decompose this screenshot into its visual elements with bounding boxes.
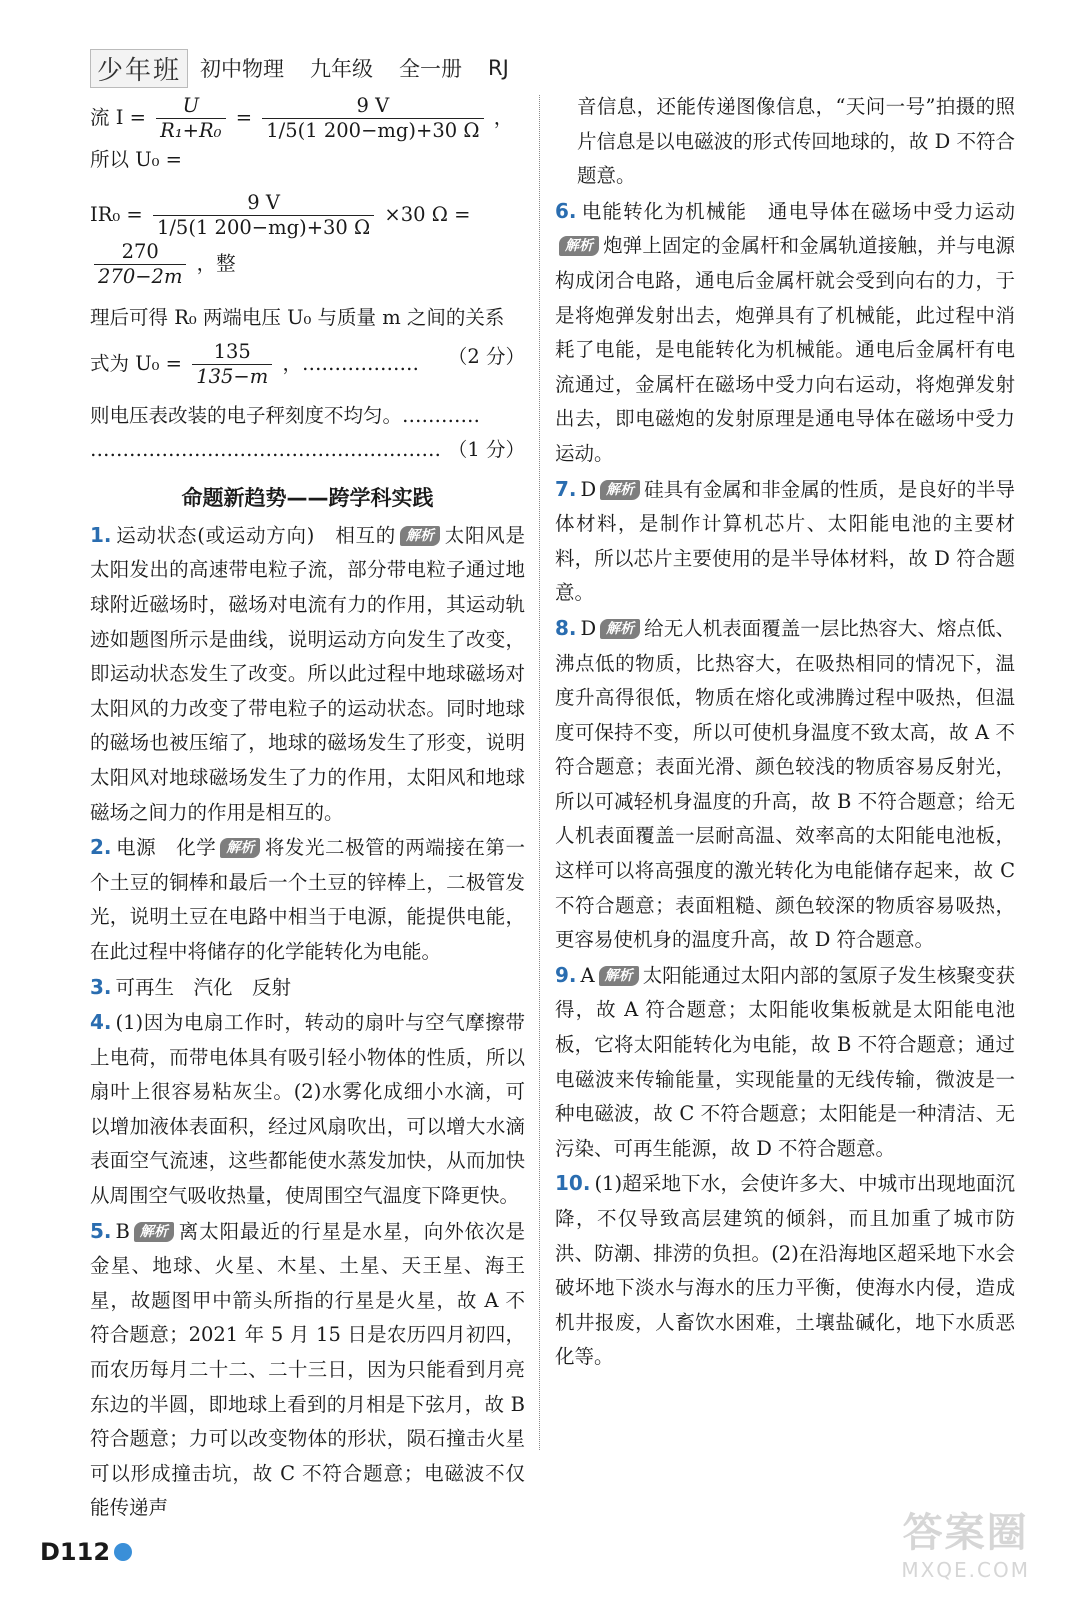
fraction-denominator: 270−2m: [98, 265, 183, 288]
fraction: [156, 94, 225, 143]
fraction-numerator: 9 V: [153, 191, 374, 216]
answer-text: A: [580, 963, 595, 987]
fraction: [153, 191, 374, 240]
analysis-badge: 解析: [600, 480, 640, 500]
answer-item: [90, 1005, 525, 1214]
fraction-numerator: U: [156, 94, 225, 119]
score-label: （2 分）: [447, 344, 525, 368]
subject-label: 初中物理: [200, 57, 285, 81]
analysis-badge: 解析: [599, 966, 639, 986]
score-label: （1 分）: [447, 438, 525, 462]
answer-item: [90, 518, 525, 830]
page-number: D112: [40, 1538, 111, 1566]
item-number: 9.: [555, 962, 577, 987]
analysis-badge: 解析: [559, 236, 599, 256]
analysis-text: 将发光二极管的两端接在第一个土豆的铜棒和最后一个土豆的锌棒上，二极管发光，说明土豆在电路中相当于电源，能提供电能，在此过程中将储存的化学能转化为电能。: [90, 836, 525, 963]
item-number: 4.: [90, 1010, 112, 1035]
fraction: [94, 240, 186, 289]
answer-item: [90, 1214, 525, 1526]
analysis-text: (1)因为电扇工作时，转动的扇叶与空气摩擦带上电荷，而带电体具有吸引轻小物体的性质，所以扇叶上很容易粘灰尘。(2)水雾化成细小水滴，可以增加液体表面积，经过风扇吹出，可以增大水滴表面空气流速，这些都能使水蒸发加快，从而加快从周围空气吸收热量，使周围空气温度下降更快。: [90, 1011, 525, 1208]
watermark-logo: [901, 1501, 1030, 1582]
fraction-numerator: 9 V: [262, 94, 483, 119]
right-column: [555, 90, 1015, 1375]
formula-text: ×30 Ω =: [384, 203, 471, 226]
section-title: 命题新趋势——跨学科实践: [181, 485, 434, 510]
item-number: 2.: [90, 835, 112, 860]
analysis-badge: 解析: [220, 838, 260, 858]
edition-label: RJ: [488, 56, 509, 80]
grade-label: 九年级: [310, 57, 374, 81]
answer-item: [555, 958, 1015, 1167]
fraction-numerator: 135: [192, 340, 272, 365]
analysis-badge: 解析: [400, 526, 440, 546]
formula-text: ，………………: [282, 351, 419, 375]
watermark-url: MXQE.COM: [901, 1558, 1030, 1582]
continuation-text: 音信息，还能传递图像信息，“天问一号”拍摄的照片信息是以电磁波的形式传回地球的，故 D 不符合题意。: [577, 95, 1015, 188]
analysis-text: 太阳能通过太阳内部的氢原子发生核聚变获得，故 A 符合题意；太阳能收集板就是太阳能电池板，它将太阳能转化为电能，故 B 不符合题意；通过电磁波来传输能量，实现能量的无线传输，微波是一种电磁波，故 C 不符合题意；太阳能是一种清洁、无污染、可再生能源，故 D 不符合题意。: [555, 963, 1015, 1160]
page-header: [90, 48, 523, 88]
analysis-text: 太阳风是太阳发出的高速带电粒子流，部分带电粒子通过地球附近磁场时，磁场对电流有力的作用，其运动轨迹如题图所示是曲线，说明运动方向发生了改变，即运动状态发生了改变。所以此过程中地球磁场对太阳风的力改变了带电粒子的运动状态。同时地球的磁场也被压缩了，地球的磁场发生了形变，说明太阳风对地球磁场发生了力的作用，太阳风和地球磁场之间力的作用是相互的。: [90, 523, 525, 824]
answer-text: 可再生 汽化 反射: [115, 975, 292, 999]
answer-item: [555, 611, 1015, 958]
answer-list-right: [555, 194, 1015, 1375]
formula-current: 流 I = $\frac{U}{\text{R₁+R₀}}$ = $\frac{9 V}{1/5(1 200-mg)+30 \Omega}$ ，所以 U₀ =: [90, 94, 514, 171]
analysis-badge: 解析: [134, 1222, 174, 1242]
leader-dots: ………………………………………………: [90, 438, 441, 462]
fraction-denominator: 135−m: [196, 364, 269, 388]
text-line: 理后可得 R₀ 两端电压 U₀ 与质量 m 之间的关系: [90, 306, 505, 329]
formula-voltage: [90, 191, 525, 289]
fraction-numerator: 270: [94, 240, 186, 265]
fraction-denominator: 1/5(1 200−mg)+30 Ω: [266, 119, 480, 142]
item-number: 8.: [555, 615, 577, 640]
text-line: 则电压表改装的电子秤刻度不均匀。…………: [90, 403, 481, 427]
answer-item: [555, 472, 1015, 611]
analysis-text: 离太阳最近的行星是水星，向外依次是金星、地球、火星、木星、土星、天王星、海王星，故题图甲中箭头所指的行星是火星，故 A 不符合题意；2021 年 5 月 15 日是农历四月初四，而农历每月二十二、二十三日，因为只能看到月亮东边的半圆，即地球上看到的月相是下弦月，故 B 符合题意；力可以改变物体的形状，陨石撞击火星可以形成撞击坑，故 C 不符合题意；电磁波不仅能传递声: [90, 1219, 525, 1520]
answer-item: [90, 970, 525, 1006]
brand-logo: 少年班: [90, 49, 188, 88]
volume-label: 全一册: [399, 57, 463, 81]
item-number: 10.: [555, 1171, 591, 1196]
formula-text: IR₀ =: [90, 203, 143, 226]
left-column: [90, 90, 525, 1526]
answer-text: 电源 化学: [115, 836, 217, 860]
watermark-text: 答案圈: [902, 1510, 1029, 1556]
item-number: 5.: [90, 1218, 112, 1243]
formula-text: ，所以 U₀ =: [90, 106, 514, 171]
analysis-badge: 解析: [600, 619, 640, 639]
item-number: 3.: [90, 974, 112, 999]
page-dot-icon: [114, 1543, 132, 1561]
answer-item: [555, 194, 1015, 472]
analysis-text: 炮弹上固定的金属杆和金属轨道接触，并与电源构成闭合电路，通电后金属杆就会受到向右的力，于是将炮弹发射出去，炮弹具有了机械能，此过程中消耗了电能，是电能转化为机械能。通电后金属杆有电流通过，金属杆在磁场中受力向右运动，将炮弹发射出去，即电磁炮的发射原理是通电导体在磁场中受力运动。: [555, 234, 1015, 465]
answer-text: 运动状态(或运动方向) 相互的: [115, 523, 397, 547]
answer-text: D: [580, 477, 597, 501]
column-divider: [539, 95, 540, 1450]
formula-text: 流 I =: [90, 106, 146, 129]
fraction: [262, 94, 483, 143]
answer-text: 电能转化为机械能 通电导体在磁场中受力运动: [580, 199, 1015, 223]
analysis-text: 给无人机表面覆盖一层比热容大、熔点低、沸点低的物质，比热容大，在吸热相同的情况下，温度升高得很低，物质在熔化或沸腾过程中吸热，但温度可保持不变，所以可使机身温度不致太高，故 A 不符合题意；表面光滑、颜色较浅的物质容易反射光，所以可减轻机身温度的升高，故 B 不符合题意；给无人机表面覆盖一层耐高温、效率高的太阳能电池板，这样可以将高强度的激光转化为电能储存起来，故 C 不符合题意；表面粗糙、颜色较深的物质容易吸热，更容易使机身的温度升高，故 D 符合题意。: [555, 616, 1015, 952]
answer-text: B: [115, 1219, 130, 1243]
formula-relation: [90, 340, 525, 389]
fraction-denominator: 1/5(1 200−mg)+30 Ω: [156, 216, 371, 239]
formula-text: 式为 U₀ =: [90, 351, 182, 375]
fraction: [192, 340, 272, 389]
item-number: 1.: [90, 522, 112, 547]
fraction-denominator: R₁+R₀: [160, 119, 222, 142]
answer-item: [90, 830, 525, 969]
analysis-text: 硅具有金属和非金属的性质，是良好的半导体材料，是制作计算机芯片、太阳能电池的主要材料，所以芯片主要使用的是半导体材料，故 D 符合题意。: [555, 477, 1015, 605]
formula-text: ，整: [196, 252, 236, 275]
item-number: 6.: [555, 198, 577, 223]
answer-text: D: [580, 616, 597, 640]
text-line: [90, 433, 525, 468]
item-number: 7.: [555, 476, 577, 501]
page-footer: [40, 1538, 132, 1566]
answer-list-left: [90, 518, 525, 1526]
answer-item: [555, 1166, 1015, 1375]
analysis-text: (1)超采地下水，会使许多大、中城市出现地面沉降，不仅导致高层建筑的倾斜，而且加重了城市防洪、防潮、排涝的负担。(2)在沿海地区超采地下水会破坏地下淡水与海水的压力平衡，使海水内侵，造成机井报废，人畜饮水困难，土壤盐碱化，地下水质恶化等。: [555, 1172, 1015, 1369]
